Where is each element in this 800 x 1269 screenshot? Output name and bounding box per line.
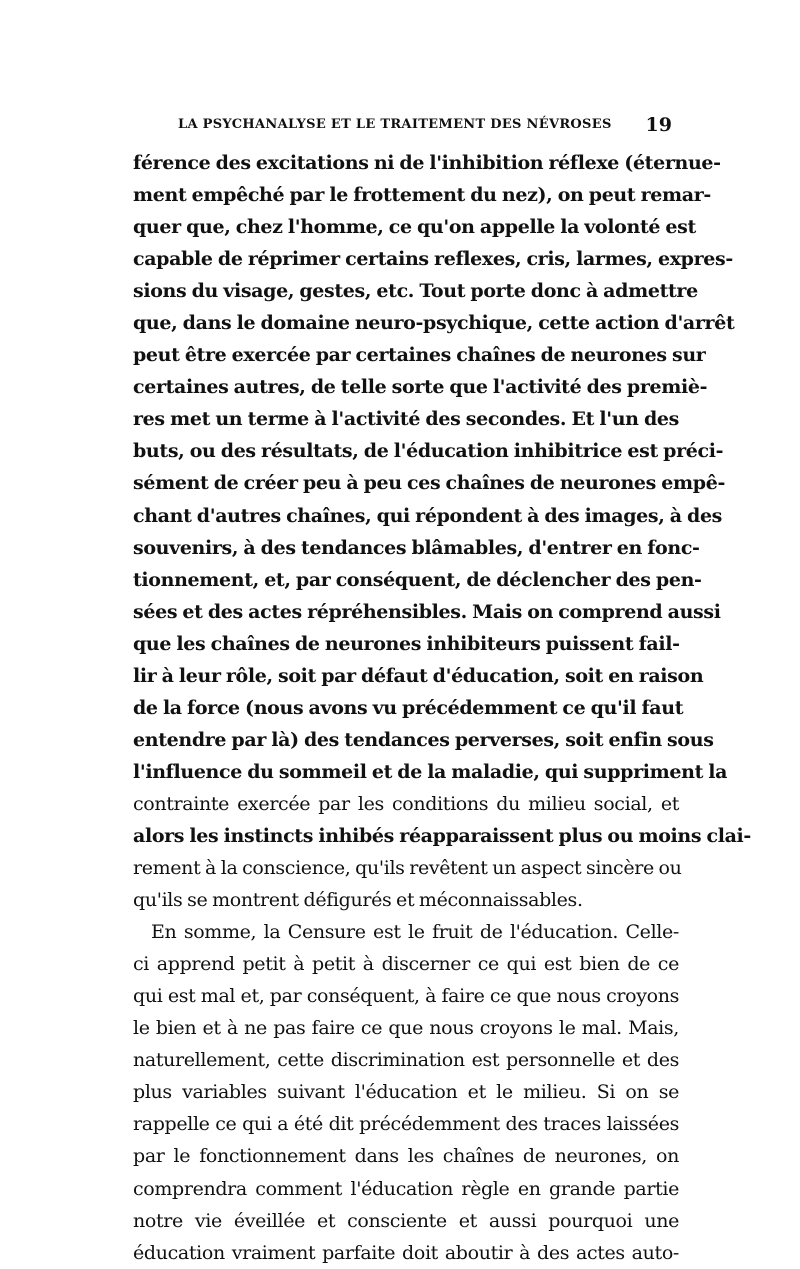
text-line: plus variables suivant l'éducation et le milieu. Si on se xyxy=(133,1081,679,1104)
text-line: par le fonctionnement dans les chaînes de neurones, on xyxy=(133,1145,679,1168)
text-line: éducation vraiment parfaite doit aboutir à des actes auto- xyxy=(133,1241,679,1264)
text-line: entendre par là) des tendances perverses, soit enfin sous xyxy=(133,728,714,751)
text-line: de la force (nous avons vu précédemment ce qu'il faut xyxy=(133,696,684,719)
text-line: souvenirs, à des tendances blâmables, d'entrer en fonc- xyxy=(133,536,700,559)
text-line: sions du visage, gestes, etc. Tout porte donc à admettre xyxy=(133,280,698,303)
text-line: res met un terme à l'activité des secondes. Et l'un des xyxy=(133,408,679,431)
text-line: lir à leur rôle, soit par défaut d'éducation, soit en raison xyxy=(133,664,704,687)
body-text xyxy=(133,147,751,1269)
text-line: l'influence du sommeil et de la maladie, qui suppriment la xyxy=(133,760,728,783)
text-line: férence des excitations ni de l'inhibition réflexe (éternue- xyxy=(133,152,721,174)
text-line: quer que, chez l'homme, ce qu'on appelle la volonté est xyxy=(133,216,696,239)
text-line: que les chaînes de neurones inhibiteurs puissent fail- xyxy=(133,632,680,655)
text-line: notre vie éveillée et consciente et aussi pourquoi une xyxy=(133,1209,679,1232)
text-line: ment empêché par le frottement du nez), on peut remar- xyxy=(133,184,711,207)
text-line: ci apprend petit à petit à discerner ce qui est bien de ce xyxy=(133,953,679,976)
text-line: chant d'autres chaînes, qui répondent à des images, à des xyxy=(133,504,723,527)
text-line: comprendra comment l'éducation règle en grande partie xyxy=(133,1177,679,1200)
text-line: buts, ou des résultats, de l'éducation inhibitrice est préci- xyxy=(133,440,724,463)
text-line: qu'ils se montrent défigurés et méconnaissables. xyxy=(133,889,583,912)
text-line: alors les instincts inhibés réapparaissent plus ou moins clai- xyxy=(133,824,751,847)
text-line: contrainte exercée par les conditions du milieu social, et xyxy=(133,792,679,815)
text-line: certaines autres, de telle sorte que l'activité des premiè- xyxy=(133,376,708,399)
text-line: capable de réprimer certains reflexes, cris, larmes, expres- xyxy=(133,248,733,271)
text-line: sées et des actes répréhensibles. Mais on comprend aussi xyxy=(133,600,721,623)
running-head xyxy=(178,114,672,137)
text-line: que, dans le domaine neuro-psychique, cette action d'arrêt xyxy=(133,312,735,335)
page-number: 19 xyxy=(645,114,672,136)
running-title: LA PSYCHANALYSE ET LE TRAITEMENT DES NÉVROSES xyxy=(178,117,612,132)
text-line: sément de créer peu à peu ces chaînes de neurones empê- xyxy=(133,472,725,495)
text-line: qui est mal et, par conséquent, à faire ce que nous croyons xyxy=(133,985,679,1008)
text-line: tionnement, et, par conséquent, de déclencher des pen- xyxy=(133,568,702,591)
text-line: le bien et à ne pas faire ce que nous croyons le mal. Mais, xyxy=(133,1017,679,1040)
text-line: naturellement, cette discrimination est personnelle et des xyxy=(133,1049,679,1072)
text-line: rappelle ce qui a été dit précédemment des traces laissées xyxy=(133,1113,679,1136)
text-line: rement à la conscience, qu'ils revêtent un aspect sincère ou xyxy=(133,857,682,880)
paragraph-start-line: En somme, la Censure est le fruit de l'éducation. Celle- xyxy=(151,921,679,944)
text-line: peut être exercée par certaines chaînes de neurones sur xyxy=(133,344,706,367)
